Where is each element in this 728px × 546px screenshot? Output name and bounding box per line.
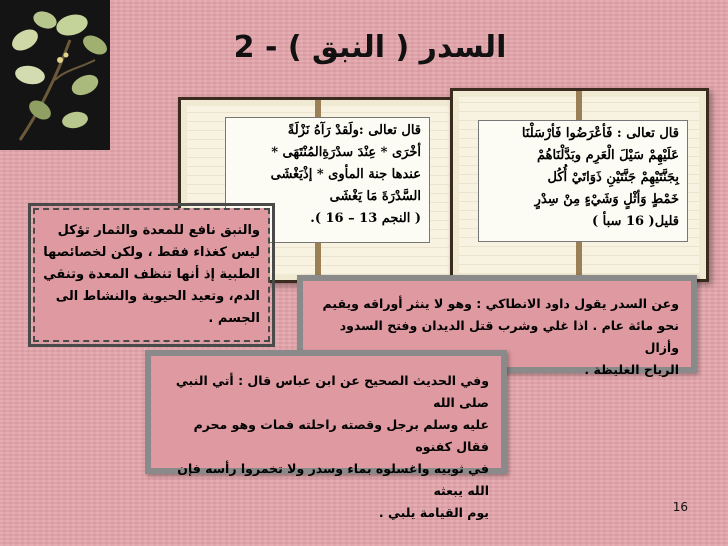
slide-title: السدر ( النبق ) - 2: [233, 30, 507, 65]
note-benefits: [33, 208, 270, 342]
note-hadith: [145, 350, 507, 520]
note-benefits-text: والنبق نافع للمعدة والثمار تؤكل ليس كغذاء فقط ، ولكن لخصائصها الطبية إذ أنها تنظف المعدة وتنقي الدم، وتعيد الحيوية والنشاط الى الجسم .: [43, 223, 260, 326]
verse-right-text: قال تعالى : فَأعْرَضُوا فَأرْسَلْنَا عَلَيْهِمْ سَيْلَ الْعَرِم وبَدَّلْنَاهُمْ بِجَنَّتَيْهِمْ جَنَّتَيْنِ ذَوَاتَيْ أُكُل خَمْطٍ وَأثْلٍ وَشَيْءٍ مِنْ سِدْرٍ قليل( 16 سبأ ): [521, 126, 679, 229]
verse-left-text: قال تعالى :ولَقدْ رَآهُ نَزْلَةً أخْرَى * عِنْدَ سدْرَةِالمُنْتَهَى * عندها جنة المأوى * إذْيَغْشَى السَّدْرَةَ مَا يَغْشَى ( النجم 13 – 16 ).: [270, 123, 421, 226]
note-hadith-text: وفي الحديث الصحيح عن ابن عباس قال : أتي النبي صلى الله عليه وسلم برجل وقصته راحلته فمات وهو محرم فقال كفنوه في ثوبيه واغسلوه بماء وسدر ولا تخمروا رأسه فإن الله يبعثه يوم القيامة يلبي .: [175, 373, 489, 520]
slide-number: 16: [672, 500, 688, 514]
verse-text-right: [478, 120, 688, 242]
sidr-plant-image: [0, 0, 110, 150]
note-dawud-text: وعن السدر يقول داود الانطاكي : وهو لا ينثر أوراقه ويقيم نحو مائة عام . اذا غلي وشرب قتل الديدان وفتح السدود وأزال الرياح الغليظة .: [322, 296, 679, 377]
